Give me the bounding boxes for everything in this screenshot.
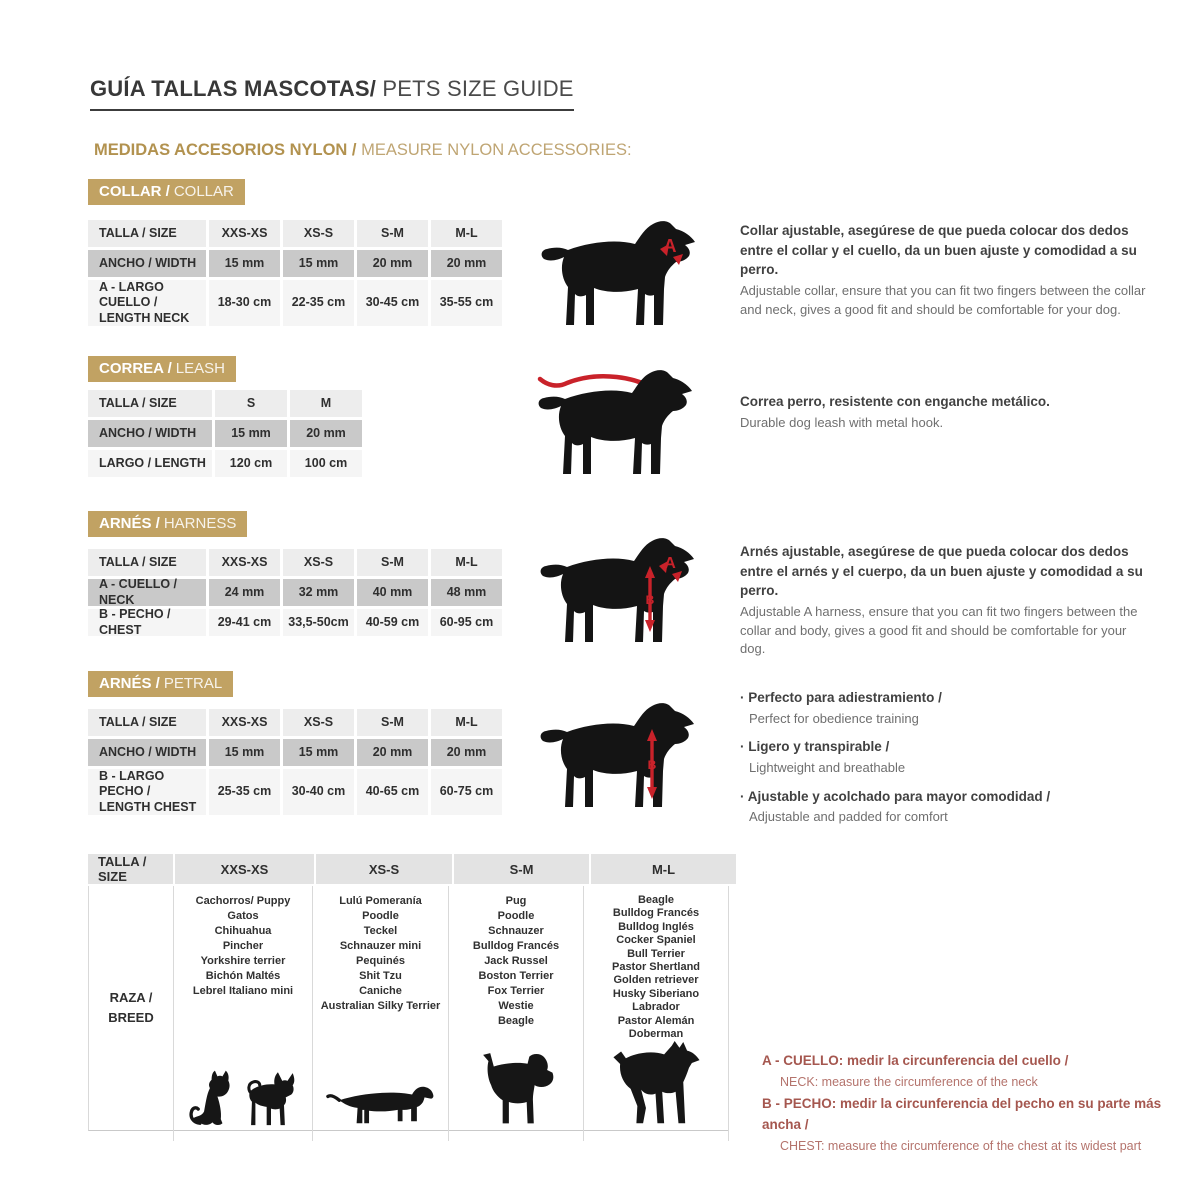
collar-size-header: TALLA / SIZE [88, 220, 206, 247]
size-col: S-M [357, 220, 428, 247]
silhouette-group [189, 1069, 297, 1129]
breed-item: Labrador [632, 1001, 680, 1014]
collar-description [740, 221, 1152, 319]
harness-size-header: TALLA / SIZE [88, 549, 206, 576]
breed-col-s-m [449, 886, 584, 1141]
breed-item: Poodle [497, 910, 535, 922]
silhouette-group [610, 1041, 702, 1129]
size-col: XS-S [283, 709, 354, 736]
collar-marker-a: A [663, 236, 677, 256]
petral-badge-es: ARNÉS / [99, 675, 160, 692]
harness-marker-a: A [664, 555, 676, 572]
feature-item [740, 688, 1152, 728]
size-col: M [290, 390, 362, 417]
table-value: 40-65 cm [357, 769, 428, 815]
size-col: XXS-XS [209, 220, 280, 247]
chihuahua-silhouette-icon [245, 1071, 297, 1129]
petral-size-header: TALLA / SIZE [88, 709, 206, 736]
size-col: XXS-XS [175, 854, 314, 884]
table-value: 15 mm [209, 739, 280, 766]
note-a-es: A - CUELLO: medir la circunferencia del cuello / [762, 1053, 1069, 1068]
feature-en: Perfect for obedience training [749, 710, 919, 726]
breed-item: Bulldog Inglés [618, 920, 694, 933]
row-label: ANCHO / WIDTH [88, 739, 206, 766]
page-title-en: PETS SIZE GUIDE [382, 76, 574, 101]
breed-row-label [89, 886, 174, 1141]
row-label: ANCHO / WIDTH [88, 250, 206, 277]
size-col: S [215, 390, 287, 417]
breed-item: Boston Terrier [478, 970, 554, 982]
breed-item: Poodle [362, 910, 399, 922]
harness-size-table [88, 549, 502, 636]
table-value: 33,5-50cm [283, 609, 354, 636]
page-subtitle [94, 141, 632, 160]
table-value: 32 mm [283, 579, 354, 606]
feature-es: · Ligero y transpirable / [740, 737, 1152, 757]
table-value: 35-55 cm [431, 280, 502, 326]
harness-desc-en: Adjustable A harness, ensure that you can fit two fingers between the collar and body, gives a good fit and should be comfortable for your dog. [740, 603, 1138, 657]
page-subtitle-en: MEASURE NYLON ACCESSORIES: [361, 141, 632, 159]
silhouette-group [476, 1051, 556, 1129]
collar-badge-en: COLLAR [173, 183, 234, 200]
table-value: 60-75 cm [431, 769, 502, 815]
breed-label-en: BREED [108, 1009, 154, 1025]
breed-item: Fox Terrier [487, 985, 545, 997]
row-label: A - LARGO CUELLO / LENGTH NECK [88, 280, 206, 326]
measurement-notes [762, 1050, 1192, 1157]
petral-size-table [88, 709, 502, 815]
table-value: 18-30 cm [209, 280, 280, 326]
size-col: XS-S [316, 854, 452, 884]
breed-item: Pastor Shertland [611, 961, 701, 974]
dachshund-silhouette-icon [326, 1083, 436, 1129]
breed-item: Bulldog Francés [472, 940, 560, 952]
breed-item: Gatos [227, 910, 259, 922]
collar-section-badge [88, 179, 245, 205]
breed-item: Teckel [363, 925, 398, 937]
breed-label-es: RAZA / [109, 990, 153, 1006]
breed-item: Australian Silky Terrier [320, 1000, 441, 1012]
petral-marker-b: B [647, 758, 657, 772]
page-title-es: GUÍA TALLAS MASCOTAS/ [90, 76, 377, 101]
breed-list [473, 886, 559, 1029]
table-value: 15 mm [283, 739, 354, 766]
dog-harness-illustration-icon [537, 530, 712, 652]
leash-description [740, 392, 1152, 432]
silhouette-group [326, 1083, 436, 1129]
table-value: 15 mm [209, 250, 280, 277]
page-title [90, 76, 574, 111]
breed-col-m-l [584, 886, 729, 1141]
doberman-silhouette-icon [610, 1041, 702, 1129]
table-value: 24 mm [209, 579, 280, 606]
breed-col-xxs-xs [174, 886, 313, 1141]
harness-section-badge [88, 511, 247, 537]
dog-petral-illustration-icon [537, 697, 712, 817]
table-value: 20 mm [431, 739, 502, 766]
breed-item: Yorkshire terrier [200, 955, 286, 967]
table-value: 120 cm [215, 450, 287, 477]
breed-item: Doberman [628, 1028, 684, 1041]
size-col: XXS-XS [209, 549, 280, 576]
table-value: 29-41 cm [209, 609, 280, 636]
breed-list [193, 886, 293, 999]
row-label: LARGO / LENGTH [88, 450, 212, 477]
breed-item: Westie [498, 1000, 534, 1012]
size-col: M-L [431, 709, 502, 736]
feature-es: · Ajustable y acolchado para mayor comodidad / [740, 787, 1152, 807]
breed-item: Bull Terrier [627, 947, 685, 960]
table-value: 20 mm [357, 250, 428, 277]
collar-badge-es: COLLAR / [99, 183, 170, 200]
breed-item: Shit Tzu [359, 970, 402, 982]
breed-item: Pequinés [356, 955, 405, 967]
table-value: 15 mm [215, 420, 287, 447]
breed-item: Lebrel Italiano mini [192, 985, 294, 997]
breed-table-header [88, 854, 728, 884]
table-value: 48 mm [431, 579, 502, 606]
breed-item: Lulú Pomeranía [339, 895, 422, 907]
cat-silhouette-icon [189, 1069, 235, 1129]
breed-item: Bichón Maltés [205, 970, 281, 982]
feature-en: Lightweight and breathable [749, 759, 906, 775]
breed-col-xs-s [313, 886, 449, 1141]
size-col: M-L [431, 549, 502, 576]
size-col: XS-S [283, 220, 354, 247]
breed-item: Schnauzer mini [339, 940, 422, 952]
dog-leash-illustration-icon [535, 368, 710, 483]
note-b-es: B - PECHO: medir la circunferencia del pecho en su parte más ancha / [762, 1095, 1162, 1133]
note-a-en: NECK: measure the circumference of the neck [780, 1074, 1038, 1089]
breed-item: Chihuahua [214, 925, 272, 937]
leash-badge-en: LEASH [175, 360, 225, 377]
petral-section-badge [88, 671, 233, 697]
row-label: ANCHO / WIDTH [88, 420, 212, 447]
leash-badge-es: CORREA / [99, 360, 172, 377]
breed-item: Jack Russel [484, 955, 548, 967]
feature-es: · Perfecto para adiestramiento / [740, 688, 1152, 708]
dog-collar-illustration-icon [538, 219, 713, 334]
breed-item: Pug [505, 895, 527, 907]
harness-badge-en: HARNESS [163, 515, 237, 532]
table-value: 30-45 cm [357, 280, 428, 326]
size-col: S-M [454, 854, 589, 884]
harness-marker-b: B [645, 593, 655, 607]
breed-item: Golden retriever [613, 974, 699, 987]
table-value: 60-95 cm [431, 609, 502, 636]
row-label: B - PECHO / CHEST [88, 609, 206, 636]
harness-description [740, 542, 1152, 659]
note-b-en: CHEST: measure the circumference of the chest at its widest part [780, 1138, 1142, 1153]
breed-item: Caniche [359, 985, 402, 997]
table-value: 20 mm [357, 739, 428, 766]
leash-size-table [88, 390, 362, 477]
breed-item: Pastor Alemán [617, 1014, 695, 1027]
leash-size-header: TALLA / SIZE [88, 390, 212, 417]
collar-size-table [88, 220, 502, 326]
table-value: 22-35 cm [283, 280, 354, 326]
size-col: XXS-XS [209, 709, 280, 736]
breed-size-table [88, 854, 728, 1131]
size-col: S-M [357, 549, 428, 576]
leash-desc-es: Correa perro, resistente con enganche metálico. [740, 394, 1050, 409]
breed-item: Husky Siberiano [612, 987, 700, 1000]
breed-list [612, 886, 700, 1041]
row-label: B - LARGO PECHO / LENGTH CHEST [88, 769, 206, 815]
table-value: 40-59 cm [357, 609, 428, 636]
page-subtitle-es: MEDIDAS ACCESORIOS NYLON / [94, 141, 357, 159]
leash-desc-en: Durable dog leash with metal hook. [740, 414, 944, 430]
breed-item: Cocker Spaniel [616, 934, 696, 947]
harness-desc-es: Arnés ajustable, asegúrese de que pueda colocar dos dedos entre el arnés y el cuerpo, da un buen ajuste y comodidad a su perro. [740, 544, 1143, 599]
breed-size-header: TALLA / SIZE [88, 854, 173, 884]
table-value: 15 mm [283, 250, 354, 277]
feature-en: Adjustable and padded for comfort [749, 809, 948, 825]
table-value: 30-40 cm [283, 769, 354, 815]
table-value: 100 cm [290, 450, 362, 477]
row-label: A - CUELLO / NECK [88, 579, 206, 606]
collar-desc-es: Collar ajustable, asegúrese de que pueda colocar dos dedos entre el collar y el cuello, da un buen ajuste y comodidad a su perro. [740, 223, 1137, 278]
feature-item [740, 787, 1152, 827]
size-col: M-L [591, 854, 736, 884]
table-value: 20 mm [290, 420, 362, 447]
schnauzer-silhouette-icon [476, 1051, 556, 1129]
breed-item: Pincher [222, 940, 264, 952]
leash-section-badge [88, 356, 236, 382]
table-value: 25-35 cm [209, 769, 280, 815]
table-value: 20 mm [431, 250, 502, 277]
size-col: M-L [431, 220, 502, 247]
collar-desc-en: Adjustable collar, ensure that you can fit two fingers between the collar and neck, gives a good fit and should be comfortable for your dog. [740, 282, 1146, 317]
harness-badge-es: ARNÉS / [99, 515, 160, 532]
breed-item: Cachorros/ Puppy [195, 895, 291, 907]
breed-item: Bulldog Francés [612, 907, 700, 920]
petral-badge-en: PETRAL [163, 675, 223, 692]
breed-item: Beagle [497, 1015, 535, 1027]
size-col: XS-S [283, 549, 354, 576]
breed-table-body [88, 886, 728, 1131]
size-col: S-M [357, 709, 428, 736]
petral-feature-list [740, 688, 1152, 836]
breed-item: Schnauzer [488, 925, 544, 937]
table-value: 40 mm [357, 579, 428, 606]
breed-list [321, 886, 441, 1014]
feature-item [740, 737, 1152, 777]
breed-item: Beagle [637, 894, 675, 906]
